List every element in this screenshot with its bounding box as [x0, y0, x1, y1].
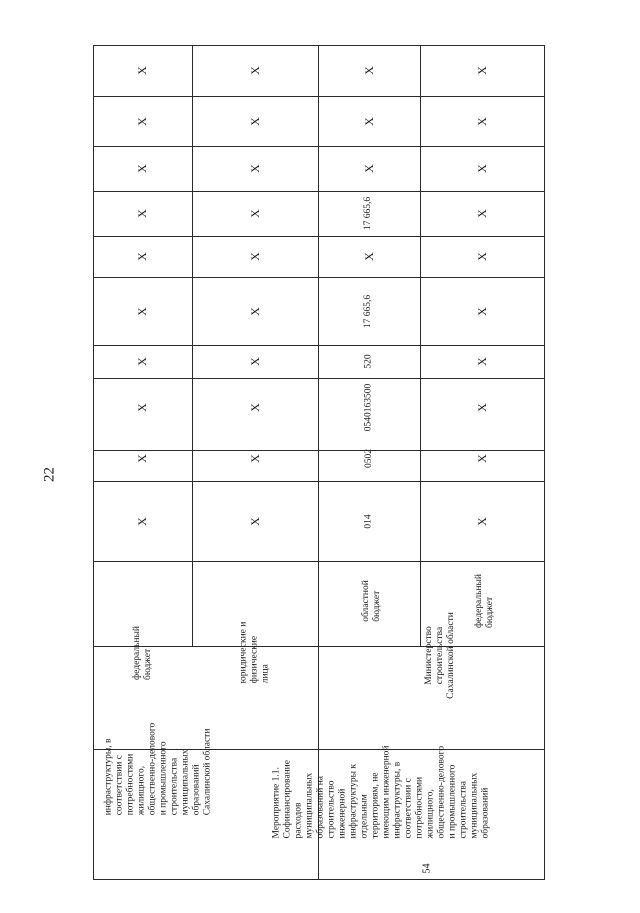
value-cell: [192, 146, 318, 191]
value-text: X: [474, 402, 489, 412]
value-text: X: [474, 454, 489, 463]
page-number: 22: [41, 467, 58, 482]
value-cell: [192, 345, 318, 378]
value-text: X: [474, 357, 489, 366]
value-text: 014: [363, 513, 374, 529]
value-cell: [93, 45, 192, 96]
value-text: X: [134, 116, 149, 126]
value-text: X: [247, 116, 262, 126]
value-text: X: [247, 164, 262, 173]
row2-executor: Министерство строительства Сахалинской области: [423, 611, 456, 699]
value-cell: [318, 277, 420, 345]
value-text: X: [474, 209, 489, 218]
value-text: 17 665,6: [363, 294, 374, 328]
row1-description: [93, 704, 224, 834]
value-cell: [192, 481, 318, 561]
value-cell: [192, 378, 318, 436]
value-cell: [192, 436, 318, 481]
value-cell: [318, 436, 420, 481]
row2-source-regional: областной бюджет: [361, 580, 382, 622]
value-cell: [192, 96, 318, 146]
value-cell: [420, 146, 545, 191]
value-cell: [318, 146, 420, 191]
value-cell: [93, 345, 192, 378]
row1-source-legal: юридические и физические лица: [238, 621, 271, 684]
value-text: X: [247, 306, 262, 316]
value-text: 0502: [363, 449, 374, 468]
value-cell: [93, 481, 192, 561]
value-cell: [420, 481, 545, 561]
value-cell: [93, 236, 192, 277]
value-cell: [192, 45, 318, 96]
value-cell: [318, 96, 420, 146]
value-text: X: [474, 116, 489, 126]
row2-source-federal: федеральный бюджет: [473, 574, 495, 628]
value-cell: [93, 191, 192, 236]
row1-source-federal: федеральный бюджет: [131, 625, 153, 680]
value-cell: [93, 146, 192, 191]
value-cell: [192, 277, 318, 345]
value-text: X: [134, 66, 149, 75]
value-text: X: [134, 164, 149, 173]
value-cell: [318, 191, 420, 236]
value-text: X: [474, 252, 489, 261]
row2-desc-text: Мероприятие 1.1. Софинансирование расходов муниципальных образований на строительство инженерной инфраструктуры к отдельным территориям, не имеющим инженерной инфраструктуры, в соответствии с потребностями жилищного, общественно-делового и промышленного строительства муниципальных образований: [271, 745, 490, 839]
value-cell: [318, 45, 420, 96]
value-cell: [420, 378, 545, 436]
value-cell: [420, 236, 545, 277]
value-text: 520: [363, 354, 374, 369]
row2-description: [271, 704, 490, 880]
value-cell: [420, 345, 545, 378]
value-cell: [93, 436, 192, 481]
value-cell: [93, 378, 192, 436]
value-cell: [318, 481, 420, 561]
value-text: X: [134, 209, 149, 218]
value-text: X: [361, 164, 376, 173]
value-cell: [420, 436, 545, 481]
value-text: X: [134, 357, 149, 366]
value-text: X: [361, 66, 376, 75]
row-number: 54: [421, 863, 433, 874]
value-cell: [318, 378, 420, 436]
value-text: X: [134, 454, 149, 463]
value-cell: [420, 45, 545, 96]
value-cell: [420, 191, 545, 236]
value-text: X: [134, 516, 149, 526]
value-cell: [318, 345, 420, 378]
value-text: X: [247, 66, 262, 75]
row1-desc-text: инфраструктуры, в соответствии с потребностями жилищного, общественно-делового и промышленного строительства муниципальных образований Сахалинской области: [103, 722, 213, 816]
value-cell: [93, 277, 192, 345]
value-cell: [93, 96, 192, 146]
value-text: X: [247, 516, 262, 526]
value-text: X: [361, 116, 376, 126]
value-cell: [318, 236, 420, 277]
value-text: X: [134, 402, 149, 412]
value-text: X: [247, 454, 262, 463]
value-text: X: [247, 402, 262, 412]
value-cell: [420, 277, 545, 345]
value-cell: [420, 96, 545, 146]
value-text: X: [134, 252, 149, 261]
value-text: X: [474, 164, 489, 173]
value-text: X: [361, 252, 376, 261]
value-text: X: [247, 357, 262, 366]
value-text: X: [134, 306, 149, 316]
value-text: X: [474, 516, 489, 526]
value-text: X: [474, 306, 489, 316]
value-text: X: [474, 66, 489, 75]
value-text: 0540163500: [363, 383, 374, 431]
value-text: X: [247, 209, 262, 218]
value-text: X: [247, 252, 262, 261]
value-cell: [192, 236, 318, 277]
value-cell: [192, 191, 318, 236]
value-text: 17 665,6: [363, 196, 374, 231]
